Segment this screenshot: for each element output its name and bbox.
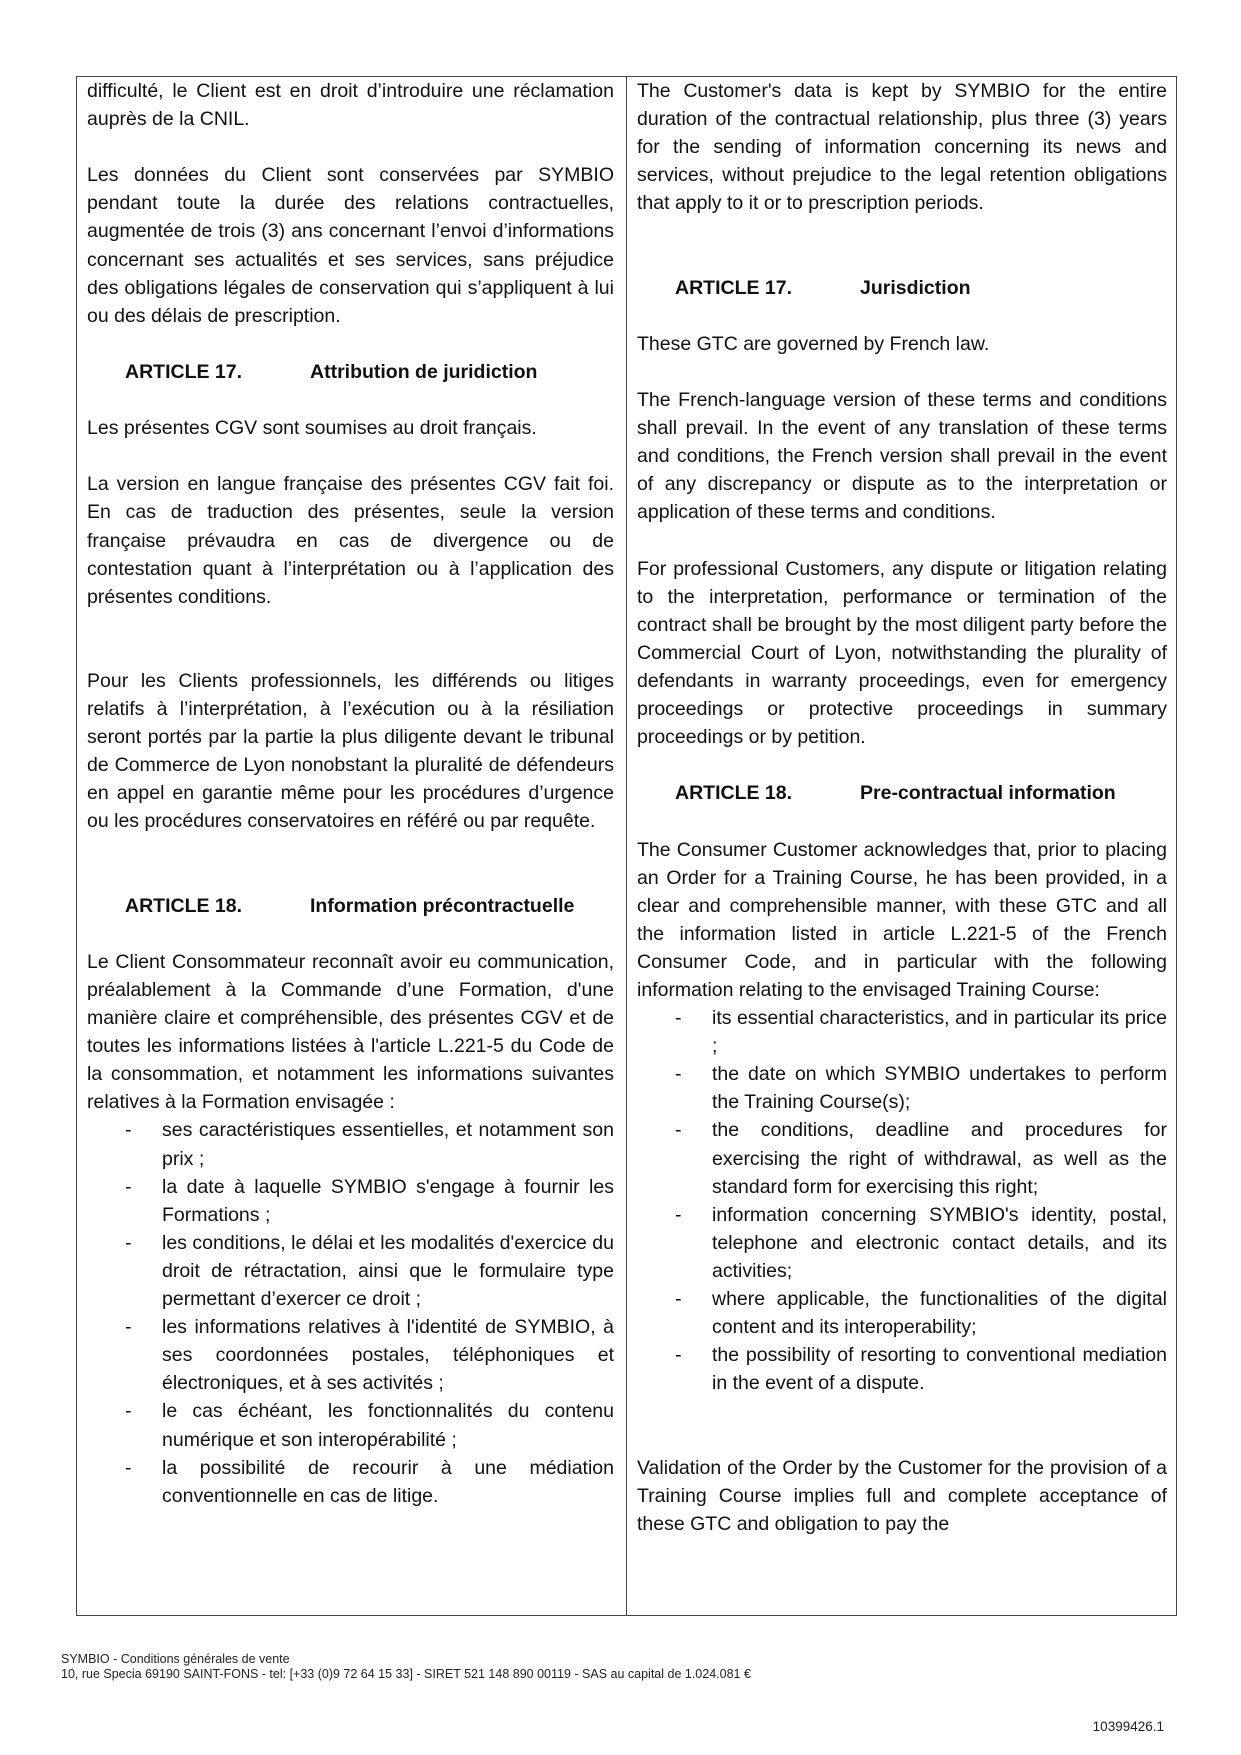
en-article-18-heading [637,779,1167,807]
fr-cnil-paragraph: difficulté, le Client est en droit d’introduire une réclamation auprès de la CNIL. [87,80,614,131]
footer-address: 10, rue Specia 69190 SAINT-FONS - tel: [+33 (0)9 72 64 15 33] - SIRET 521 148 890 00119 - SAS au capital de 1.024.081 € [61,1667,751,1681]
fr-professional-paragraph: Pour les Clients professionnels, les différends ou litiges relatifs à l’interprétation, à l’exécution ou à la résiliation seront portés par la partie la plus diligente devant le tribunal de Commerce de Lyon nonobstant la pluralité de défendeurs en appel en garantie même pour les procédures d’urgence ou les procédures conservatoires en référé ou par requête. [87,669,614,833]
footer-title: SYMBIO - Conditions générales de vente [61,1652,290,1666]
fr-article-17-title: Attribution de juridiction [310,360,538,383]
en-professional-paragraph: For professional Customers, any dispute or litigation relating to the interpretation, performance or termination of the contract shall be brought by the most diligent party before the Commercial Court of Lyon, notwithstanding the plurality of defendants in warranty proceedings, even for emergency proceedings or protective proceedings in summary proceedings or by petition. [637,557,1167,749]
fr-article-17-heading [87,358,614,386]
en-validation-paragraph: Validation of the Order by the Customer for the provision of a Training Course implies full and complete acceptance of these GTC and obligation to pay the [637,1456,1167,1535]
en-article-17-number: ARTICLE 17. [675,276,793,299]
list-item: - the possibility of resorting to conventional mediation in the event of a dispute. [675,1344,1167,1395]
fr-article-18-heading [87,892,614,920]
list-item: - the conditions, deadline and procedures for exercising the right of withdrawal, as well as the standard form for exercising this right; [675,1119,1167,1198]
en-article-18-number: ARTICLE 18. [675,782,793,805]
en-info-list [637,1004,1167,1397]
page-footer [61,1652,751,1682]
fr-consumer-paragraph: Le Client Consommateur reconnaît avoir eu communication, préalablement à la Commande d’une Formation, d'une manière claire et compréhensible, des présentes CGV et de toutes les informations listées à l'article L.221-5 du Code de la consommation, et notamment les informations suivantes relatives à la Formation envisagée : [87,950,614,1114]
en-conservation-paragraph: The Customer's data is kept by SYMBIO for the entire duration of the contractual relationship, plus three (3) years for the sending of information concerning its news and services, without prejudice to the legal retention obligations that apply to it or to prescription periods. [637,80,1167,215]
column-divider [626,76,627,1616]
en-article-17-title: Jurisdiction [860,276,971,299]
en-article-17-heading [637,274,1167,302]
list-item: - le cas échéant, les fonctionnalités du contenu numérique et son interopérabilité ; [125,1400,614,1451]
en-law-paragraph: These GTC are governed by French law. [637,332,990,355]
list-item: - ses caractéristiques essentielles, et notamment son prix ; [125,1119,614,1170]
list-item: - where applicable, the functionalities of the digital content and its interoperability; [675,1288,1167,1339]
list-item: - the date on which SYMBIO undertakes to perform the Training Course(s); [675,1063,1167,1114]
list-item: - la date à laquelle SYMBIO s'engage à fournir les Formations ; [125,1175,614,1226]
english-column [637,77,1167,1538]
fr-article-17-number: ARTICLE 17. [125,360,243,383]
fr-article-18-number: ARTICLE 18. [125,894,243,917]
en-version-paragraph: The French-language version of these terms and conditions shall prevail. In the event of any translation of these terms and conditions, the French version shall prevail in the event of any discrepancy or dispute as to the interpretation or application of these terms and conditions. [637,389,1167,524]
list-item: - la possibilité de recourir à une médiation conventionnelle en cas de litige. [125,1456,614,1507]
french-column [87,77,614,1538]
list-item: - its essential characteristics, and in particular its price ; [675,1007,1167,1058]
en-article-18-title: Pre-contractual information [860,782,1116,805]
list-item: - information concerning SYMBIO's identity, postal, telephone and electronic contact details, and its activities; [675,1203,1167,1282]
fr-info-list [87,1116,614,1509]
fr-article-18-title: Information précontractuelle [310,894,575,917]
list-item: - les informations relatives à l'identité de SYMBIO, à ses coordonnées postales, téléphoniques et électroniques, et à ses activités ; [125,1316,614,1395]
list-item: - les conditions, le délai et les modalités d'exercice du droit de rétractation, ainsi que le formulaire type permettant d’exercer ce droit ; [125,1231,614,1311]
document-reference: 10399426.1 [1092,1719,1164,1734]
fr-conservation-paragraph: Les données du Client sont conservées par SYMBIO pendant toute la durée des relations contractuelles, augmentée de trois (3) ans concernant l’envoi d’informations concernant ses actualités et ses services, sans préjudice des obligations légales de conservation qui s’appliquent à lui ou des délais de prescription. [87,164,614,327]
fr-version-paragraph: La version en langue française des présentes CGV fait foi. En cas de traduction des présentes, seule la version française prévaudra en cas de divergence ou de contestation quant à l’interprétation ou à l’application des présentes conditions. [87,473,614,608]
fr-law-paragraph: Les présentes CGV sont soumises au droit français. [87,417,537,440]
en-consumer-paragraph: The Consumer Customer acknowledges that, prior to placing an Order for a Training Course, he has been provided, in a clear and comprehensible manner, with these GTC and all the information listed in article L.221-5 of the French Consumer Code, and in particular with the following information relating to the envisaged Training Course: [637,838,1167,1001]
